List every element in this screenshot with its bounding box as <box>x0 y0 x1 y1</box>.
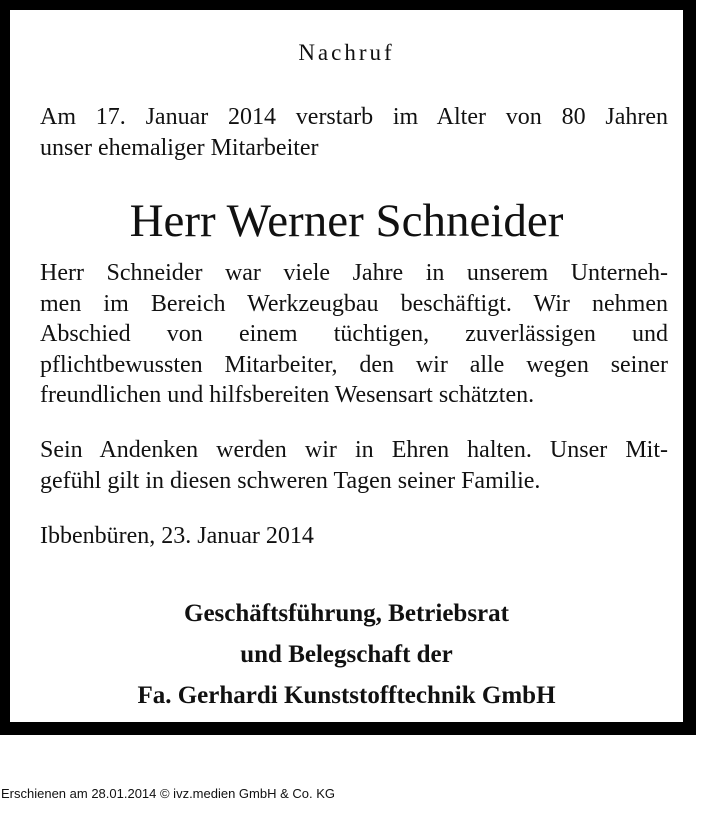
body-line: pflichtbewussten Mitarbeiter, den wir alle wegen seiner <box>40 351 668 378</box>
publication-note: Erschienen am 28.01.2014 © ivz.medien GmbH & Co. KG <box>1 786 336 801</box>
body-line: Herr Schneider war viele Jahre in unserem Unterneh- <box>40 260 668 286</box>
body-line: men im Bereich Werkzeugbau beschäftigt. Wir nehmen <box>40 290 668 317</box>
remembrance-line: gefühl gilt in diesen schweren Tagen seiner Familie. <box>40 467 541 494</box>
deceased-name: Herr Werner Schneider <box>129 195 564 247</box>
intro-line: Am 17. Januar 2014 verstarb im Alter von 80 Jahren <box>40 104 668 130</box>
notice-heading: Nachruf <box>298 40 395 65</box>
place-date <box>40 521 668 552</box>
body-paragraph <box>40 258 668 411</box>
signer-line: Fa. Gerhardi Kunststofftechnik GmbH <box>137 682 556 709</box>
remembrance-line: Sein Andenken werden wir in Ehren halten. Unser Mit- <box>40 437 668 463</box>
signers-block <box>10 593 683 716</box>
place-date-text: Ibbenbüren, 23. Januar 2014 <box>40 523 314 549</box>
signer-line: und Belegschaft der <box>240 641 453 668</box>
signer-line: Geschäftsführung, Betriebsrat <box>184 600 509 627</box>
body-line: freundlichen und hilfsbereiten Wesensart schätzten. <box>40 382 535 408</box>
intro-line: unser ehemaliger Mitarbeiter <box>40 134 319 161</box>
remembrance-paragraph <box>40 435 668 496</box>
body-line: Abschied von einem tüchtigen, zuverlässigen und <box>40 321 668 347</box>
intro-paragraph <box>40 102 668 163</box>
